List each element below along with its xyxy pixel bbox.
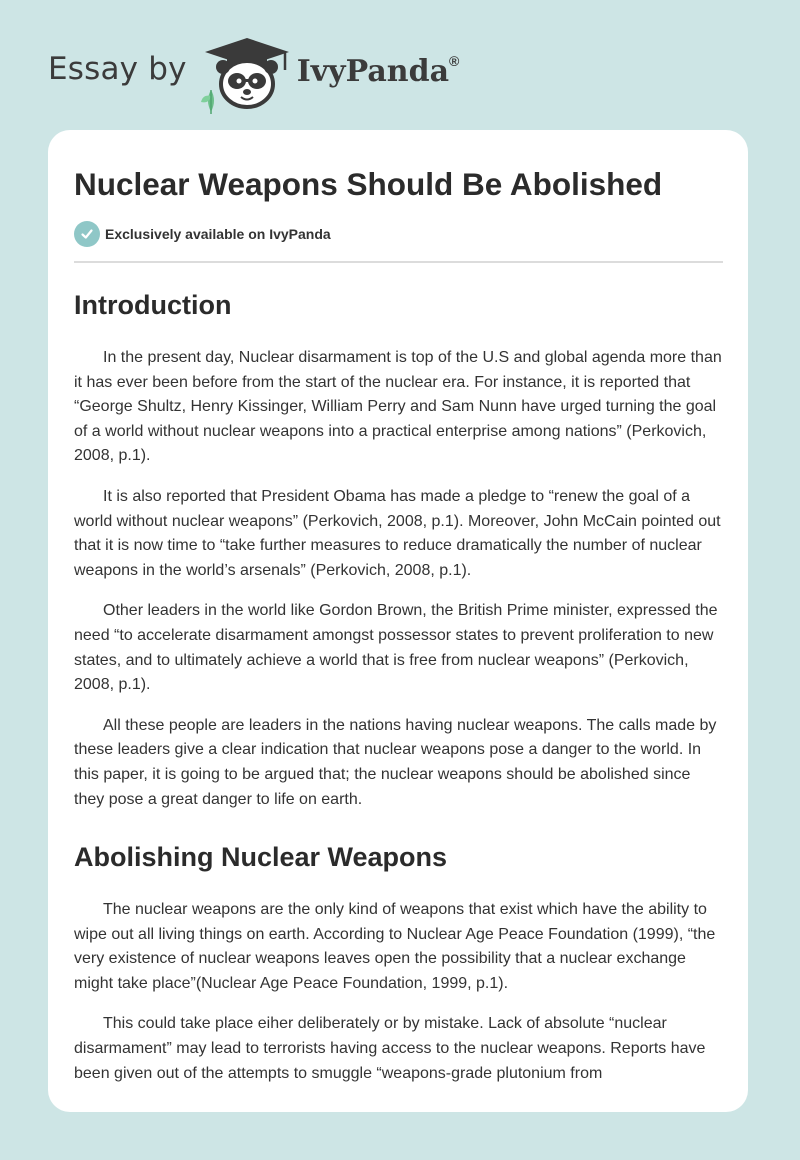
exclusive-label: Exclusively available on IvyPanda — [105, 226, 331, 242]
brand-name[interactable]: IvyPanda® — [296, 52, 460, 89]
divider — [74, 261, 723, 263]
paragraph: All these people are leaders in the nations having nuclear weapons. The calls made by these leaders give a clear indication that nuclear weapons pose a danger to the world. In this paper, it is going to be argued that; the nuclear weapons should be abolished since they pose a great danger to life on earth. — [74, 716, 717, 808]
registered-mark: ® — [449, 52, 460, 69]
section-heading-introduction: Introduction — [74, 290, 232, 320]
check-circle-icon — [74, 221, 100, 247]
site-header — [48, 34, 459, 114]
paragraph: This could take place eiher deliberately or by mistake. Lack of absolute “nuclear disarmament” may lead to terrorists having access to the nuclear weapons. Reports have been given out of the attempts to smuggle “weapons-grade plutonium from — [74, 1015, 706, 1082]
page-title: Nuclear Weapons Should Be Abolished — [74, 166, 663, 202]
paragraph: In the present day, Nuclear disarmament is top of the U.S and global agenda more than it has ever been before from the start of the nuclear era. For instance, it is reported that “George Shultz, Henry Kissinger, William Perry and Sam Nunn have urged turning the goal of a world without nuclear weapons into a practical enterprise among nations” (Perkovich, 2008, p.1). — [74, 349, 722, 465]
essay-card — [48, 130, 748, 1112]
panda-graduate-icon[interactable] — [201, 34, 293, 114]
paragraph: It is also reported that President Obama has made a pledge to “renew the goal of a world without nuclear weapons” (Perkovich, 2008, p.1). Moreover, John McCain pointed out that it is now time to “take further measures to reduce dramatically the number of nuclear weapons in the world’s arsenals” (Perkovich, 2008, p.1). — [74, 487, 721, 579]
paragraph: Other leaders in the world like Gordon Brown, the British Prime minister, expressed the need “to accelerate disarmament amongst possessor states to prevent proliferation to new states, and to ultimately achieve a world that is free from nuclear weapons” (Perkovich, 2008, p.1). — [74, 602, 718, 694]
essay-body — [74, 276, 723, 1086]
essay-by-label: Essay by — [48, 51, 187, 87]
section-heading-abolishing: Abolishing Nuclear Weapons — [74, 842, 448, 873]
paragraph: The nuclear weapons are the only kind of weapons that exist which have the ability to wipe out all living things on earth. According to Nuclear Age Peace Foundation (1999), “the very existence of nuclear weapons leaves open the possibility that a nuclear exchange might take place”(Nuclear Age Peace Foundation, 1999, p.1). — [74, 901, 716, 992]
exclusive-badge — [74, 221, 331, 247]
